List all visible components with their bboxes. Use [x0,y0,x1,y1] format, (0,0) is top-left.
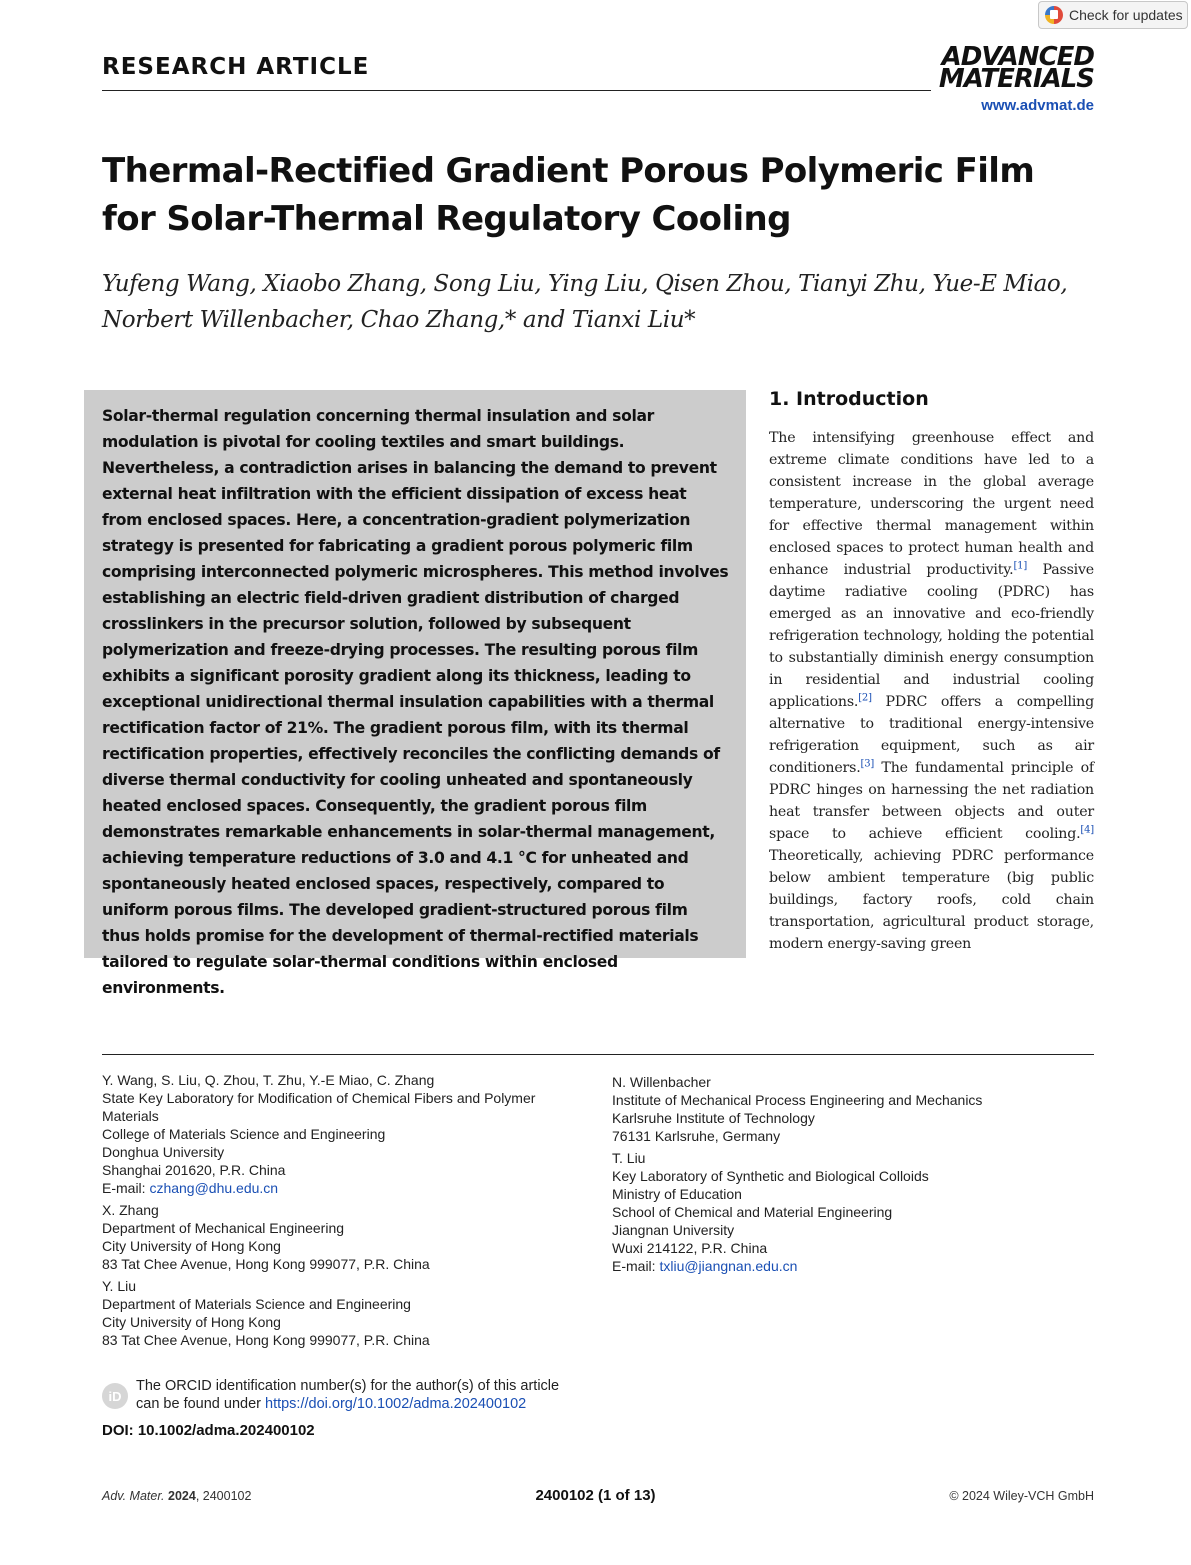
email-prefix: E-mail: [612,1258,660,1274]
affiliation-line: Wuxi 214122, P.R. China [612,1240,768,1256]
affiliations-left [102,1071,582,1353]
citation-link[interactable]: [3] [860,758,875,770]
orcid-doi-link[interactable]: https://doi.org/10.1002/adma.202400102 [265,1396,527,1412]
journal-logo-line2: MATERIALS [938,64,1094,94]
affiliation-line: 83 Tat Chee Avenue, Hong Kong 999077, P.R. China [102,1332,430,1348]
affiliation-block [102,1201,582,1273]
affiliation-line: State Key Laboratory for Modification of Chemical Fibers and Polymer [102,1090,536,1106]
footnote-divider [102,1054,1094,1055]
affiliations-right [612,1073,1092,1279]
affiliation-line: Y. Liu [102,1278,136,1294]
citation-link[interactable]: [1] [1013,560,1028,572]
orcid-note [102,1377,602,1413]
copyright: © 2024 Wiley-VCH GmbH [949,1489,1094,1503]
check-for-updates-button[interactable] [1038,1,1188,29]
journal-url-link[interactable]: www.advmat.de [981,97,1094,114]
abstract-text: Solar-thermal regulation concerning thermal insulation and solar modulation is pivotal for cooling textiles and smart buildings. Nevertheless, a contradiction arises in balancing the demand to prevent external heat infiltration with the efficient dissipation of excess heat from enclosed spaces. Here, a concentration-gradient polymerization strategy is presented for fabricating a gradient porous polymeric film comprising interconnected polymeric microspheres. This method involves establishing an electric field-driven gradient distribution of charged crosslinkers in the precursor solution, followed by subsequent polymerization and freeze-drying processes. The resulting porous film exhibits a significant porosity gradient along its thickness, leading to exceptional unidirectional thermal insulation capabilities with a thermal rectification factor of 21%. The gradient porous film, with its thermal rectification properties, effectively reconciles the conflicting demands of diverse thermal conductivity for cooling unheated and spontaneously heated enclosed spaces. Consequently, the gradient porous film demonstrates remarkable enhancements in solar-thermal management, achieving temperature reductions of 3.0 and 4.1 °C for unheated and spontaneously heated enclosed spaces, respectively, compared to uniform porous films. The developed gradient-structured porous film thus holds promise for the development of thermal-rectified materials tailored to regulate solar-thermal conditions within enclosed environments. [102,407,729,997]
intro-segment: The intensifying greenhouse effect and extreme climate conditions have led to a consistent increase in the global average temperature, underscoring the urgent need for effective thermal management within enclosed spaces to protect human health and enhance industrial productivity. [769,430,1094,578]
affiliation-line: N. Willenbacher [612,1074,711,1090]
orcid-line: The ORCID identification number(s) for the author(s) of this article [136,1378,560,1394]
citation-link[interactable]: [2] [858,692,872,704]
intro-segment: Theoretically, achieving PDRC performance below ambient temperature (big public buildings, factory roofs, cold chain transportation, agricultural product storage, modern energy-saving green [769,848,1094,952]
crossmark-icon [1045,6,1063,24]
citation-link[interactable]: [4] [1080,824,1094,836]
affiliation-line: Department of Materials Science and Engineering [102,1296,411,1312]
affiliation-line: Ministry of Education [612,1186,742,1202]
orcid-text [136,1377,559,1413]
doi-label: DOI: 10.1002/adma.202400102 [102,1422,315,1439]
introduction-heading: 1. Introduction [769,388,929,410]
email-prefix: E-mail: [102,1180,150,1196]
affiliation-line: Department of Mechanical Engineering [102,1220,345,1236]
affiliation-line: T. Liu [612,1150,646,1166]
article-title: Thermal-Rectified Gradient Porous Polymeric Film for Solar-Thermal Regulatory Cooling [102,151,1035,239]
footer-journal: Adv. Mater. [102,1489,165,1503]
affiliation-line: Materials [102,1108,159,1124]
author-list: Yufeng Wang, Xiaobo Zhang, Song Liu, Ying Liu, Qisen Zhou, Tianyi Zhu, Yue-E Miao, Norbert Willenbacher, Chao Zhang,* and Tianxi Liu* [102,271,1068,333]
affiliation-line: College of Materials Science and Engineering [102,1126,386,1142]
page-number: 2400102 (1 of 13) [535,1487,656,1504]
affiliation-line: Donghua University [102,1144,225,1160]
intro-segment: Passive daytime radiative cooling (PDRC) has emerged as an innovative and eco-friendly refrigeration technology, holding the potential to substantially diminish energy consumption in residential and industrial cooling applications. [769,562,1095,710]
affiliation-line: 76131 Karlsruhe, Germany [612,1128,781,1144]
affiliation-line: School of Chemical and Material Engineering [612,1204,893,1220]
intro-segment: PDRC offers a compelling alternative to traditional energy-intensive refrigeration equipment, such as air conditioners. [769,694,1094,776]
affiliation-line: City University of Hong Kong [102,1314,281,1330]
affiliation-line: X. Zhang [102,1202,159,1218]
intro-segment: The fundamental principle of PDRC hinges on harnessing the net radiation heat transfer between objects and outer space to achieve efficient cooling. [769,760,1094,842]
header-divider [102,90,931,91]
affiliation-line: Shanghai 201620, P.R. China [102,1162,286,1178]
affiliation-line: Karlsruhe Institute of Technology [612,1110,815,1126]
email-link[interactable]: txliu@jiangnan.edu.cn [659,1258,798,1274]
orcid-icon: iD [102,1383,128,1409]
footer-year: 2024 [168,1489,196,1503]
affiliation-block [612,1073,1092,1145]
affiliation-line: Jiangnan University [612,1222,735,1238]
orcid-prefix: can be found under [136,1396,265,1412]
journal-logo [936,42,1094,94]
email-link[interactable]: czhang@dhu.edu.cn [149,1180,279,1196]
email-line [102,1179,582,1197]
section-label: RESEARCH ARTICLE [102,54,370,80]
affiliation-block [612,1149,1092,1275]
affiliation-line: 83 Tat Chee Avenue, Hong Kong 999077, P.R. China [102,1256,430,1272]
check-for-updates-label: Check for updates [1069,7,1183,23]
affiliation-line: Institute of Mechanical Process Engineering and Mechanics [612,1092,983,1108]
affiliation-block [102,1277,582,1349]
affiliation-line: City University of Hong Kong [102,1238,281,1254]
footer-article-number: , 2400102 [195,1489,252,1503]
affiliation-block [102,1071,582,1197]
affiliation-line: Y. Wang, S. Liu, Q. Zhou, T. Zhu, Y.-E Miao, C. Zhang [102,1072,435,1088]
abstract-box [84,390,746,997]
affiliation-line: Key Laboratory of Synthetic and Biological Colloids [612,1168,929,1184]
journal-logo-line1: ADVANCED [941,42,1094,72]
email-line [612,1257,1092,1275]
introduction-text [769,427,1094,955]
